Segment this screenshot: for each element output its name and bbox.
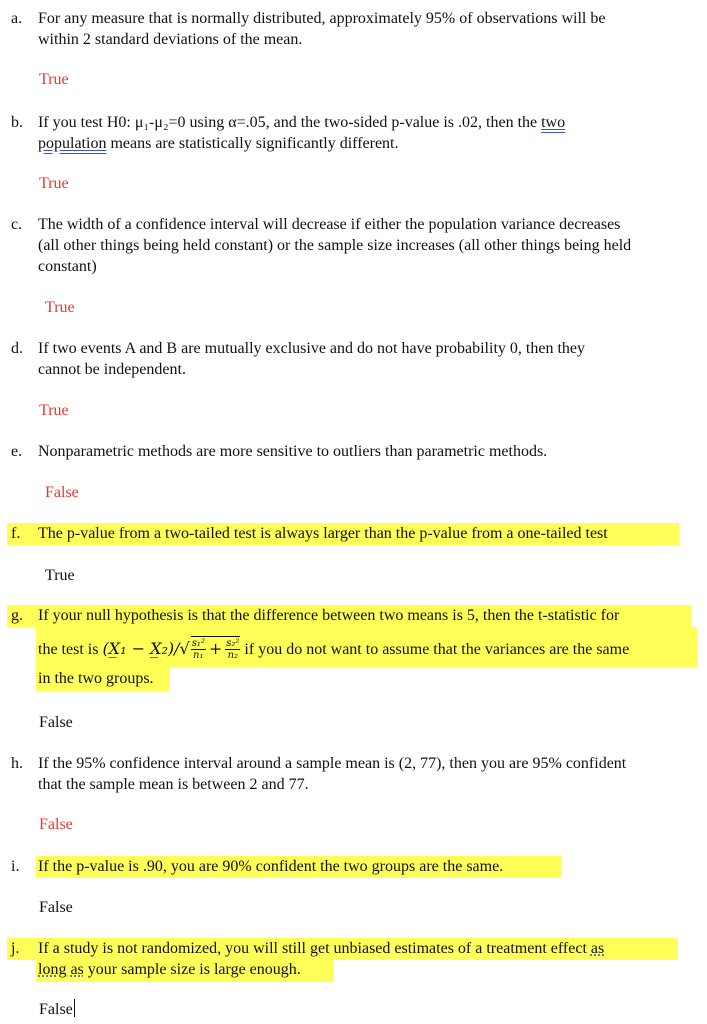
question-line: that the sample mean is between 2 and 77.	[38, 776, 309, 793]
question-line: in the two groups.	[38, 670, 154, 687]
answer-text: True	[39, 402, 69, 419]
question-line: If the p-value is .90, you are 90% confident the two groups are the same.	[38, 858, 504, 875]
question-marker: c.	[11, 216, 23, 233]
sqrt-symbol: √	[179, 639, 190, 658]
answer-text: True	[39, 175, 69, 192]
question-line: The p-value from a two-tailed test is always larger than the p-value from a one-tailed test	[38, 525, 608, 542]
text-cursor	[74, 999, 75, 1017]
t-statistic-formula: (X̲₁ − X̲₂)/√ $\frac{\text{s₁²}}{\text{n₁}}$ + $\frac{\text{s₂²}}{\text{n₂}}$	[102, 638, 240, 661]
question-marker: a.	[11, 10, 23, 27]
question-text: If you test H0: μ₁-μ₂=0 using α=.05, and the two-sided p-value is .02, then the two population means are statistically significantly different.	[38, 114, 566, 152]
question-line: Nonparametric methods are more sensitive to outliers than parametric methods.	[38, 443, 548, 460]
question-line: If your null hypothesis is that the difference between two means is 5, then the t-statistic for	[38, 607, 620, 624]
grammar-flag[interactable]: long as	[38, 961, 84, 978]
question-text	[38, 338, 703, 380]
question-marker: d.	[11, 340, 23, 357]
answer-text: True	[45, 567, 75, 584]
question-marker: i.	[11, 858, 20, 875]
question-marker: e.	[11, 443, 23, 460]
question-line: constant)	[38, 258, 97, 275]
question-text	[38, 605, 703, 689]
question-line: If the 95% confidence interval around a sample mean is (2, 77), then you are 95% confident	[38, 755, 627, 772]
question-line: For any measure that is normally distributed, approximately 95% of observations will be	[38, 10, 606, 27]
answer-text[interactable]: False	[39, 1001, 73, 1018]
answer-text: False	[39, 714, 73, 731]
question-text	[38, 214, 703, 277]
question-line: The width of a confidence interval will decrease if either the population variance decreases	[38, 216, 621, 233]
question-line: If two events A and B are mutually exclusive and do not have probability 0, then they	[38, 340, 585, 357]
question-marker: b.	[11, 114, 23, 131]
answer-text: False	[45, 484, 79, 501]
question-text	[38, 8, 703, 50]
answer-text: True	[45, 299, 75, 316]
formula-line: the test is (X̲₁ − X̲₂)/√ $\frac{\text{s₁²}}{\text{n₁}}$ + $\frac{\text{s₂²}}{\text{n₂}}$ if you do not want to assume that the variances are the same	[38, 638, 630, 661]
question-text	[38, 523, 703, 544]
question-line: cannot be independent.	[38, 361, 186, 378]
spelling-flag[interactable]: two	[541, 114, 566, 131]
question-text	[38, 856, 703, 877]
question-marker: g.	[11, 607, 23, 624]
answer-text: False	[39, 816, 73, 833]
answer-text: True	[39, 71, 69, 88]
grammar-flag[interactable]: as	[590, 940, 605, 957]
spelling-flag[interactable]: population	[38, 135, 107, 152]
question-line: within 2 standard deviations of the mean.	[38, 31, 303, 48]
question-line: (all other things being held constant) or the sample size increases (all other things being held	[38, 237, 632, 254]
question-text	[38, 441, 703, 462]
question-marker: j.	[11, 940, 20, 957]
answer-text: False	[39, 899, 73, 916]
question-text: If a study is not randomized, you will still get unbiased estimates of a treatment effect as long as your sample size is large enough.	[38, 940, 605, 978]
question-marker: h.	[11, 755, 23, 772]
question-text	[38, 753, 703, 795]
question-marker: f.	[11, 525, 21, 542]
